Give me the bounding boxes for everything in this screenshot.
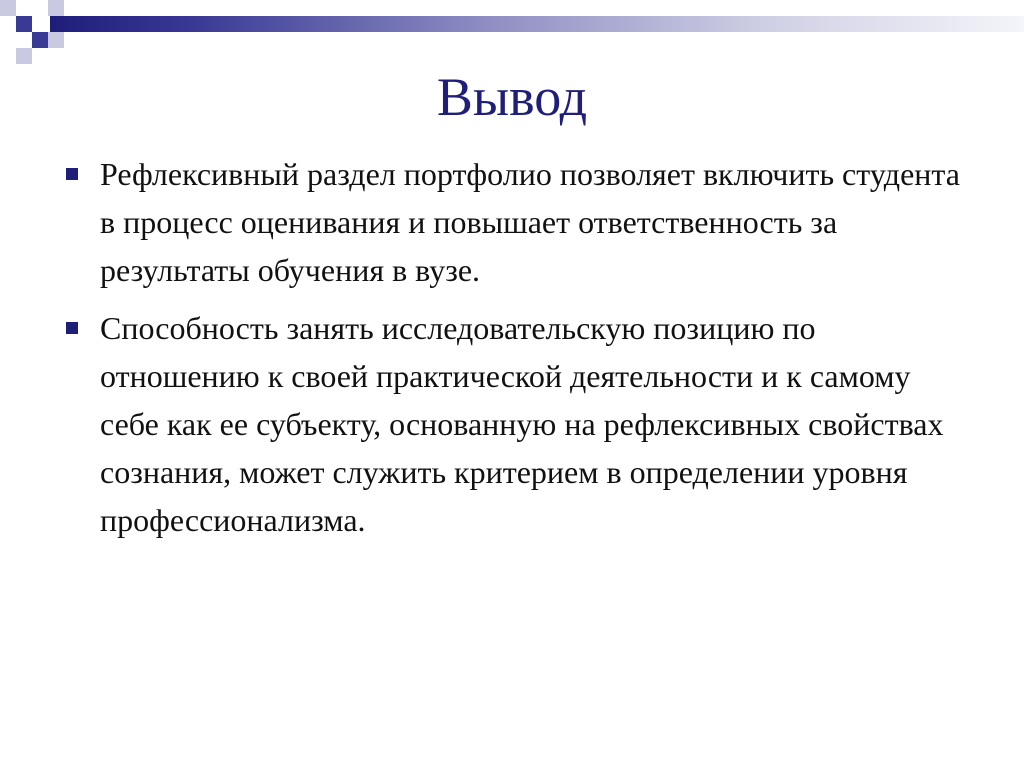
bullet-list bbox=[62, 150, 962, 554]
decorative-square bbox=[0, 0, 16, 16]
decorative-square bbox=[32, 32, 48, 48]
decorative-square bbox=[16, 16, 32, 32]
decorative-square bbox=[48, 32, 64, 48]
bullet-text: Рефлексивный раздел портфолио позволяет включить студента в процесс оценивания и повышает ответственность за результаты обучения в вузе. bbox=[100, 156, 960, 288]
header-gradient-band bbox=[50, 16, 1024, 32]
decorative-square bbox=[48, 0, 64, 16]
square-bullet-icon bbox=[66, 168, 78, 180]
square-bullet-icon bbox=[66, 322, 78, 334]
bullet-item bbox=[62, 304, 962, 544]
slide-title: Вывод bbox=[436, 67, 588, 127]
bullet-text: Способность занять исследовательскую позицию по отношению к своей практической деятельности и к самому себе как ее субъекту, основанную на рефлексивных свойствах сознания, может служить критерием в определении уровня профессионализма. bbox=[100, 310, 944, 538]
bullet-item bbox=[62, 150, 962, 294]
